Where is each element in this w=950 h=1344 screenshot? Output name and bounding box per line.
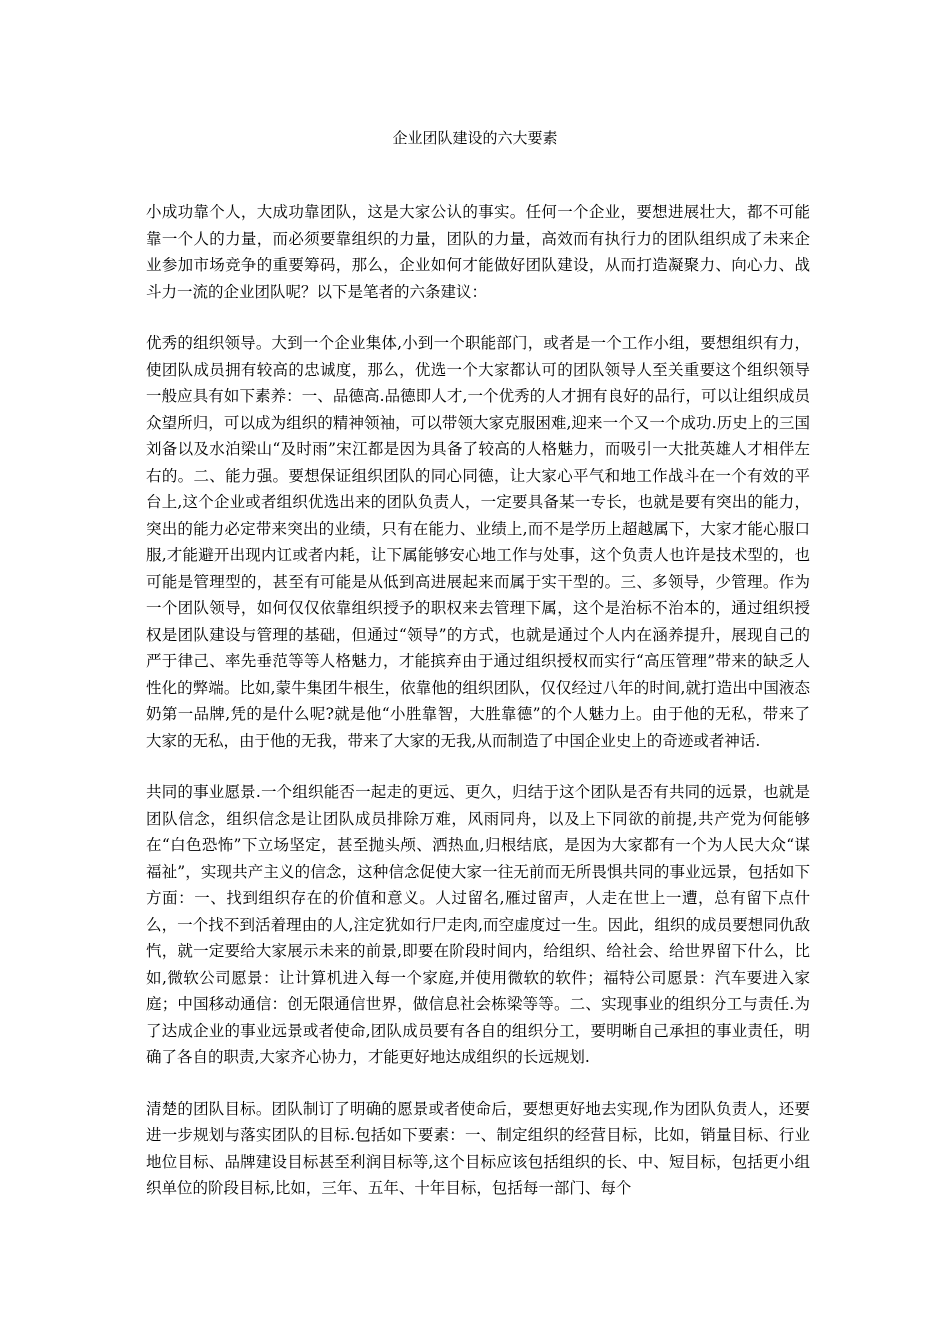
paragraph-goals: 清楚的团队目标。团队制订了明确的愿景或者使命后，要想更好地去实现,作为团队负责人，还要进一步规划与落实团队的目标.包括如下要素：一、制定组织的经营目标，比如，销量目标、行业地位目标、品牌建设目标甚至利润目标等,这个目标应该包括组织的长、中、短目标，包括更小组织单位的阶段目标,比如，三年、五年、十年目标，包括每一部门、每个: [146, 1099, 810, 1197]
paragraph-vision: 共同的事业愿景.一个组织能否一起走的更远、更久，归结于这个团队是否有共同的远景，也就是团队信念，组织信念是让团队成员排除万难，风雨同舟，以及上下同欲的前提,共产党为何能够在“白色恐怖”下立场坚定，甚至抛头颅、洒热血,归根结底，是因为大家都有一个为人民大众“谋福祉”，实现共产主义的信念，这种信念促使大家一往无前而无所畏惧共同的事业远景，包括如下方面：一、找到组织存在的价值和意义。人过留名,雁过留声，人走在世上一遭，总有留下点什么，一个找不到活着理由的人,注定犹如行尸走肉,而空虚度过一生。因此，组织的成员要想同仇敌忾，就一定要给大家展示未来的前景,即要在阶段时间内，给组织、给社会、给世界留下什么，比如,微软公司愿景：让计算机进入每一个家庭,并使用微软的软件；福特公司愿景：汽车要进入家庭；中国移动通信：创无限通信世界，做信息社会栋梁等等。二、实现事业的组织分工与责任.为了达成企业的事业远景或者使命,团队成员要有各自的组织分工，要明晰自己承担的事业责任，明确了各自的职责,大家齐心协力，才能更好地达成组织的长远规划.: [146, 783, 810, 1066]
paragraph-intro: 小成功靠个人，大成功靠团队，这是大家公认的事实。任何一个企业，要想进展壮大，都不可能靠一个人的力量，而必须要靠组织的力量，团队的力量，高效而有执行力的团队组织成了未来企业参加市场竞争的重要筹码，那么，企业如何才能做好团队建设，从而打造凝聚力、向心力、战斗力一流的企业团队呢？以下是笔者的六条建议：: [146, 203, 810, 301]
document-body: [146, 199, 810, 1227]
paragraph-leadership: 优秀的组织领导。大到一个企业集体,小到一个职能部门，或者是一个工作小组，要想组织有力，使团队成员拥有较高的忠诚度，那么，优选一个大家都认可的团队领导人至关重要这个组织领导一般应具有如下素养：一、品德高.品德即人才,一个优秀的人才拥有良好的品行，可以让组织成员众望所归，可以成为组织的精神领袖，可以带领大家克服困难,迎来一个又一个成功.历史上的三国刘备以及水泊梁山“及时雨”宋江都是因为具备了较高的人格魅力，而吸引一大批英雄人才相伴左右的。二、能力强。要想保证组织团队的同心同德，让大家心平气和地工作战斗在一个有效的平台上,这个企业或者组织优选出来的团队负责人，一定要具备某一专长，也就是要有突出的能力，突出的能力必定带来突出的业绩，只有在能力、业绩上,而不是学历上超越属下，大家才能心服口服,才能避开出现内讧或者内耗，让下属能够安心地工作与处事，这个负责人也许是技术型的，也可能是管理型的，甚至有可能是从低到高进展起来而属于实干型的。三、多领导，少管理。作为一个团队领导，如何仅仅依靠组织授予的职权来去管理下属，这个是治标不治本的，通过组织授权是团队建设与管理的基础，但通过“领导”的方式，也就是通过个人内在涵养提升，展现自己的严于律己、率先垂范等等人格魅力，才能摈弃由于通过组织授权而实行“高压管理”带来的缺乏人性化的弊端。比如,蒙牛集团牛根生，依靠他的组织团队，仅仅经过八年的时间,就打造出中国液态奶第一品牌,凭的是什么呢?就是他“小胜靠智，大胜靠德”的个人魅力上。由于他的无私，带来了大家的无私，由于他的无我，带来了大家的无我,从而制造了中国企业史上的奇迹或者神话.: [146, 334, 810, 750]
document-title: 企业团队建设的六大要素: [392, 129, 558, 147]
